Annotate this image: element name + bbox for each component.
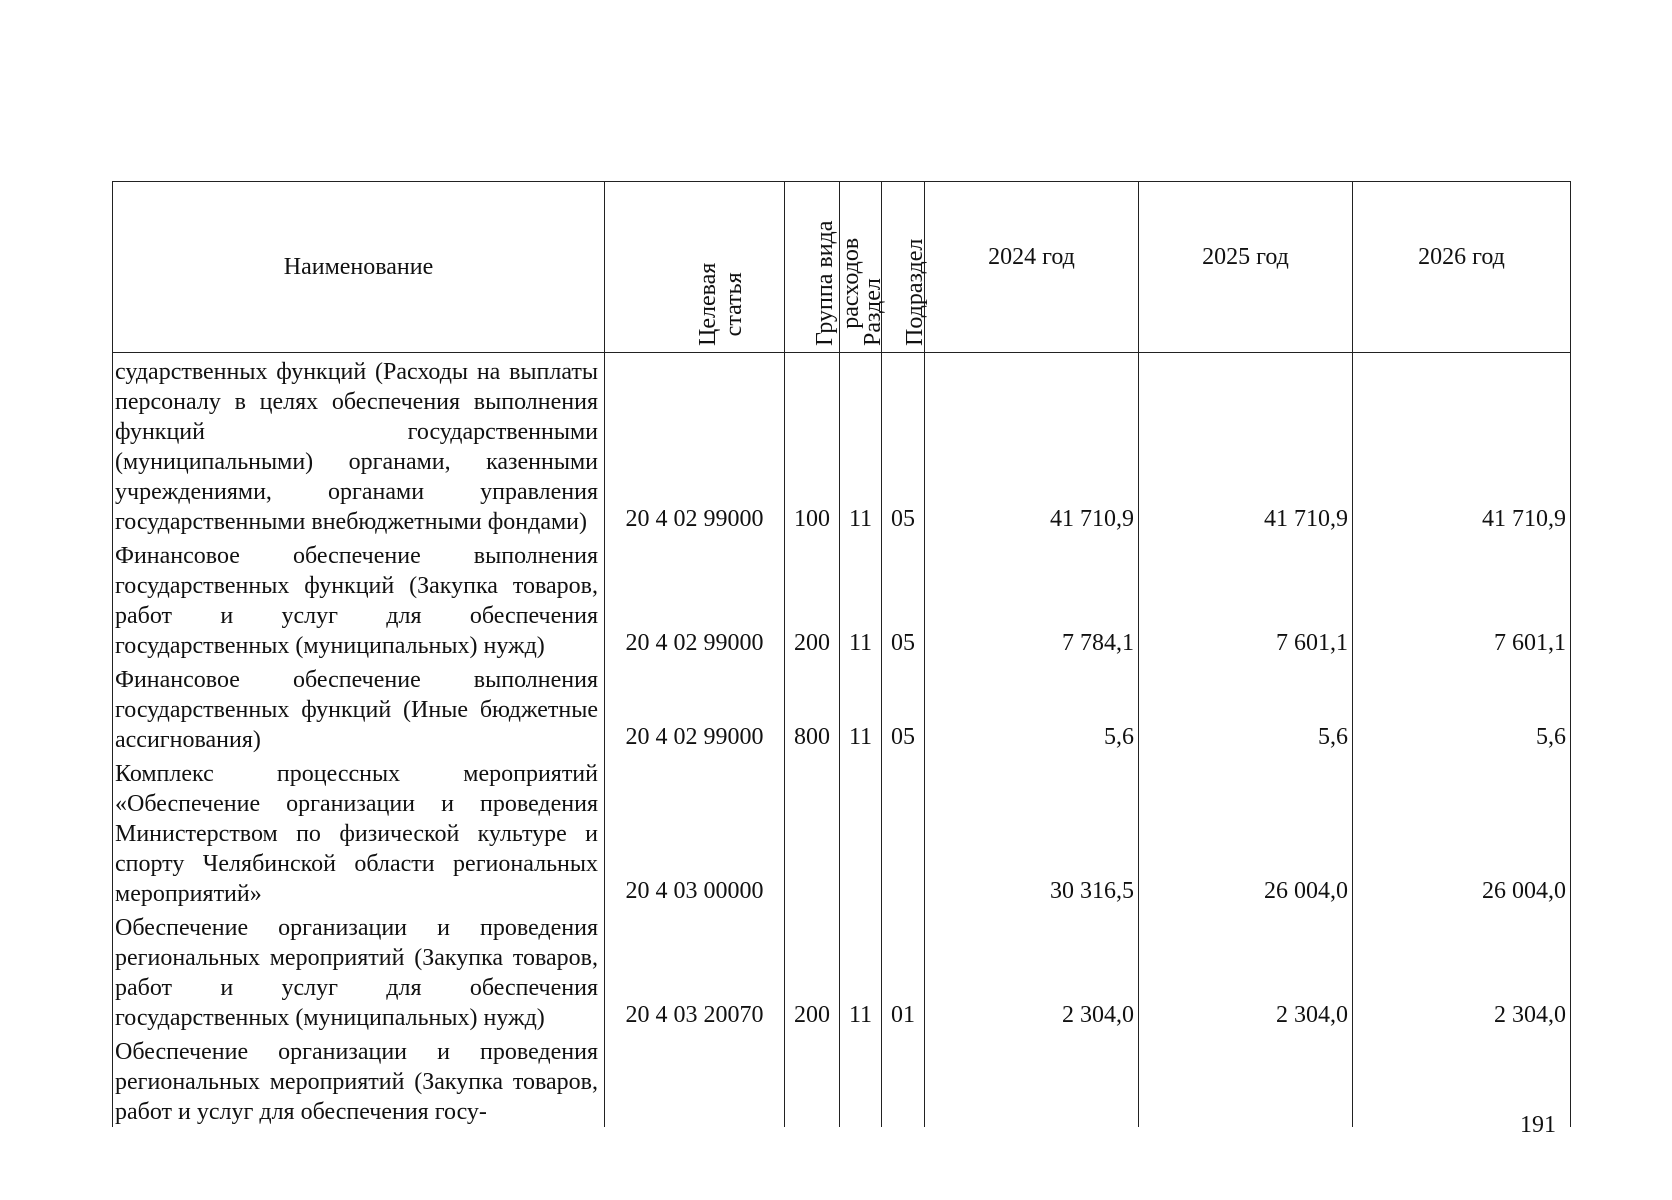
header-subsection: [882, 182, 928, 353]
row-subsection: 01: [882, 909, 925, 1033]
row-subsection: 05: [882, 537, 925, 661]
row-expense-group: 800: [785, 661, 840, 755]
header-subsection-label: Подраздел: [902, 238, 928, 346]
row-target-article: 20 4 02 99000: [605, 353, 785, 538]
header-section: [840, 182, 886, 353]
table-row: [113, 755, 1571, 909]
row-value-2024: 7 784,1: [925, 537, 1139, 661]
row-section: 11: [840, 661, 882, 755]
header-expense-group-line-1: Группа вида: [812, 220, 838, 346]
row-name: Комплекс процессных мероприятий «Обеспечение организации и проведения Министерством по физической культуре и спорту Челябинской области региональных мероприятий»: [113, 755, 605, 909]
row-section: 11: [840, 353, 882, 538]
row-name: сударственных функций (Расходы на выплаты персоналу в целях обеспечения выполнения функций государственными (муниципальными) органами, казенными учреждениями, органами управления государственными внебюджетными фондами): [113, 353, 605, 538]
row-subsection: [882, 755, 925, 909]
row-target-article: 20 4 03 00000: [605, 755, 785, 909]
row-value-2026: 2 304,0: [1353, 909, 1571, 1033]
row-value-2024: 30 316,5: [925, 755, 1139, 909]
row-value-2025: 26 004,0: [1139, 755, 1353, 909]
row-expense-group: 200: [785, 537, 840, 661]
row-section: 11: [840, 909, 882, 1033]
row-name: Финансовое обеспечение выполнения государственных функций (Закупка товаров, работ и услуг для обеспечения государственных (муниципальных) нужд): [113, 537, 605, 661]
header-expense-group-line-2: расходов: [838, 237, 864, 329]
header-name: Наименование: [113, 182, 605, 353]
header-year-2024: 2024 год: [925, 182, 1139, 353]
row-value-2025: [1139, 1033, 1353, 1127]
row-value-2025: 41 710,9: [1139, 353, 1353, 538]
header-target-article-label: [695, 263, 747, 346]
row-section: [840, 755, 882, 909]
row-value-2024: 5,6: [925, 661, 1139, 755]
row-value-2024: [925, 1033, 1139, 1127]
table-row: [113, 1033, 1571, 1127]
row-value-2026: 41 710,9: [1353, 353, 1571, 538]
row-subsection: 05: [882, 661, 925, 755]
header-target-article: [605, 182, 785, 353]
header-target-article-line-2: статья: [720, 272, 747, 337]
row-value-2025: 7 601,1: [1139, 537, 1353, 661]
row-subsection: [882, 1033, 925, 1127]
row-target-article: [605, 1033, 785, 1127]
row-name: Финансовое обеспечение выполнения государственных функций (Иные бюджетные ассигнования): [113, 661, 605, 755]
row-expense-group: 100: [785, 353, 840, 538]
table-row: [113, 909, 1571, 1033]
row-expense-group: [785, 1033, 840, 1127]
budget-table: [112, 181, 1571, 1127]
header-year-2026: 2026 год: [1353, 182, 1571, 353]
row-target-article: 20 4 02 99000: [605, 661, 785, 755]
page-number: 191: [1520, 1112, 1556, 1138]
table-row: [113, 353, 1571, 538]
row-expense-group: [785, 755, 840, 909]
table-header-row: [113, 182, 1571, 353]
row-expense-group: 200: [785, 909, 840, 1033]
row-value-2024: 41 710,9: [925, 353, 1139, 538]
row-name: Обеспечение организации и проведения региональных мероприятий (Закупка товаров, работ и услуг для обеспечения государственных (муниципальных) нужд): [113, 909, 605, 1033]
row-value-2026: 5,6: [1353, 661, 1571, 755]
row-section: 11: [840, 537, 882, 661]
row-name: Обеспечение организации и проведения региональных мероприятий (Закупка товаров, работ и услуг для обеспечения госу-: [113, 1033, 605, 1127]
row-value-2024: 2 304,0: [925, 909, 1139, 1033]
table-row: [113, 661, 1571, 755]
row-value-2026: 7 601,1: [1353, 537, 1571, 661]
row-section: [840, 1033, 882, 1127]
row-target-article: 20 4 03 20070: [605, 909, 785, 1033]
header-section-label: Раздел: [859, 278, 886, 346]
row-target-article: 20 4 02 99000: [605, 537, 785, 661]
header-expense-group: [785, 182, 864, 353]
row-value-2025: 5,6: [1139, 661, 1353, 755]
table-row: [113, 537, 1571, 661]
header-target-article-line-1: Целевая: [694, 262, 721, 346]
row-value-2025: 2 304,0: [1139, 909, 1353, 1033]
header-year-2025: 2025 год: [1139, 182, 1353, 353]
row-value-2026: 26 004,0: [1353, 755, 1571, 909]
row-subsection: 05: [882, 353, 925, 538]
